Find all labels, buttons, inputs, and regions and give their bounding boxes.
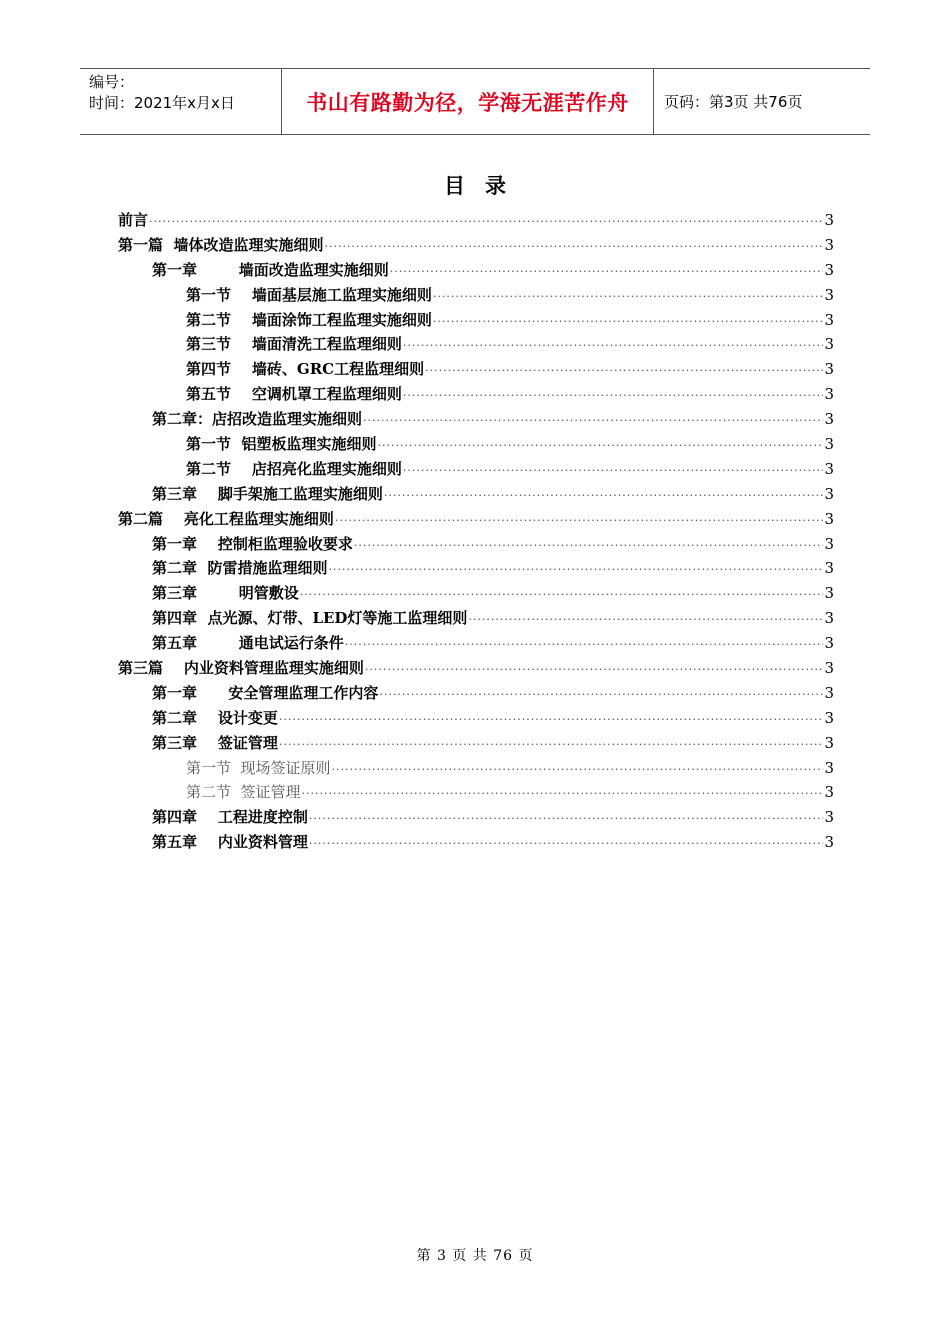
toc-leader-dots <box>425 359 823 384</box>
toc-entry[interactable] <box>118 407 834 432</box>
toc-entry-label: 前言 <box>118 211 149 229</box>
toc-entry[interactable] <box>118 258 834 283</box>
toc-leader-dots <box>332 758 824 783</box>
toc-entry[interactable] <box>118 681 834 706</box>
toc-entry-page: 3 <box>824 435 834 454</box>
toc-entry[interactable] <box>118 731 834 756</box>
toc-leader-dots <box>279 708 824 733</box>
toc-entry-page: 3 <box>824 634 834 653</box>
toc-entry[interactable] <box>118 532 834 557</box>
toc-entry-label: 第二节 墙面涂饰工程监理实施细则 <box>186 310 432 329</box>
toc-leader-dots <box>363 409 823 434</box>
toc-entry-page: 3 <box>824 683 834 702</box>
toc-entry[interactable] <box>118 756 834 781</box>
toc-entry[interactable] <box>118 457 834 482</box>
toc-entry-label: 第一节 铝塑板监理实施细则 <box>186 435 377 454</box>
toc-leader-dots <box>377 434 823 459</box>
toc-entry-page: 3 <box>824 335 834 354</box>
toc-entry-page: 3 <box>824 534 834 553</box>
toc-entry[interactable] <box>118 507 834 532</box>
toc-entry[interactable] <box>118 556 834 581</box>
toc-entry-page: 3 <box>824 808 834 827</box>
toc-title: 目录 <box>444 174 526 198</box>
toc-leader-dots <box>335 509 824 534</box>
toc-entry[interactable] <box>118 432 834 457</box>
toc-entry[interactable] <box>118 780 834 805</box>
toc-leader-dots <box>309 832 824 857</box>
toc-entry-label: 第三章 明管敷设 <box>152 584 299 603</box>
toc-entry[interactable] <box>118 706 834 731</box>
toc-entry[interactable] <box>118 308 834 333</box>
toc-entry[interactable] <box>118 382 834 407</box>
toc-entry-label: 第一节 墙面基层施工监理实施细则 <box>186 285 432 304</box>
toc-entry-label: 第一章 安全管理监理工作内容 <box>152 683 379 702</box>
toc-entry-label: 第二章：店招改造监理实施细则 <box>152 410 363 429</box>
toc-entry-page: 3 <box>824 659 834 678</box>
toc-entry[interactable] <box>118 656 834 681</box>
toc-entry[interactable] <box>118 631 834 656</box>
toc-entry-label: 第二篇 亮化工程监理实施细则 <box>118 509 334 528</box>
toc-leader-dots <box>433 285 824 310</box>
toc-leader-dots <box>354 534 824 559</box>
toc-leader-dots <box>302 782 824 807</box>
toc-entry-page: 3 <box>824 833 834 852</box>
toc-entry-label: 第二节 店招亮化监理实施细则 <box>186 459 402 478</box>
toc-leader-dots <box>309 807 824 832</box>
toc-entry-page: 3 <box>824 733 834 752</box>
toc-leader-dots <box>403 334 824 359</box>
page-header <box>80 68 870 135</box>
toc-entry-label: 第五节 空调机罩工程监理细则 <box>186 385 402 404</box>
toc-entry-label: 第三节 墙面清洗工程监理细则 <box>186 335 402 354</box>
toc-entry-page: 3 <box>824 708 834 727</box>
header-meta <box>80 69 282 134</box>
toc-entry-label: 第二章 防雷措施监理细则 <box>152 559 328 578</box>
toc-entry-page: 3 <box>824 310 834 329</box>
toc-entry-label: 第四节 墙砖、GRC工程监理细则 <box>186 360 425 379</box>
toc-entry-page: 3 <box>824 360 834 379</box>
toc-entry[interactable] <box>118 581 834 606</box>
toc-entry-label: 第一章 墙面改造监理实施细则 <box>152 260 389 279</box>
toc-entry-page: 3 <box>824 484 834 503</box>
toc-leader-dots <box>300 583 824 608</box>
toc-entry-page: 3 <box>824 509 834 528</box>
toc-entry-page: 3 <box>824 783 834 802</box>
toc-entry[interactable] <box>118 357 834 382</box>
toc-entry-page: 3 <box>824 758 834 777</box>
toc-entry-label: 第二节 签证管理 <box>186 783 301 802</box>
toc-leader-dots <box>379 683 823 708</box>
document-number-label: 编号： <box>89 73 135 91</box>
toc-entry[interactable] <box>118 233 834 258</box>
toc-entry-label: 第四章 工程进度控制 <box>152 808 308 827</box>
toc-entry-page: 3 <box>824 260 834 279</box>
toc-entry[interactable] <box>118 283 834 308</box>
toc-leader-dots <box>403 459 824 484</box>
toc-entry-page: 3 <box>824 559 834 578</box>
toc-entry-label: 第二章 设计变更 <box>152 708 278 727</box>
toc-leader-dots <box>468 608 823 633</box>
toc-entry-label: 第三章 签证管理 <box>152 733 278 752</box>
document-date: 时间：2021年x月x日 <box>89 94 235 112</box>
toc-entry[interactable] <box>118 606 834 631</box>
toc-entry[interactable] <box>118 830 834 855</box>
toc-entry[interactable] <box>118 482 834 507</box>
toc-leader-dots <box>433 310 824 335</box>
toc-entry-label: 第一章 控制柜监理验收要求 <box>152 534 353 553</box>
table-of-contents <box>118 208 834 855</box>
toc-leader-dots <box>365 658 824 683</box>
toc-entry-page: 3 <box>824 410 834 429</box>
toc-leader-dots <box>149 210 823 235</box>
toc-entry-page: 3 <box>824 211 834 229</box>
toc-leader-dots <box>403 384 824 409</box>
toc-entry-page: 3 <box>824 584 834 603</box>
toc-entry-label: 第一篇 墙体改造监理实施细则 <box>118 235 324 254</box>
toc-entry[interactable] <box>118 805 834 830</box>
toc-leader-dots <box>324 235 823 260</box>
toc-leader-dots <box>345 633 824 658</box>
toc-leader-dots <box>279 733 824 758</box>
toc-entry-page: 3 <box>824 235 834 254</box>
toc-entry-label: 第三篇 内业资料管理监理实施细则 <box>118 659 364 678</box>
toc-leader-dots <box>328 558 823 583</box>
toc-entry-label: 第四章 点光源、灯带、LED灯等施工监理细则 <box>152 609 468 628</box>
toc-leader-dots <box>390 260 824 285</box>
toc-entry-label: 第五章 通电试运行条件 <box>152 634 344 653</box>
page-footer: 第 3 页 共 76 页 <box>416 1248 534 1264</box>
toc-entry-page: 3 <box>824 385 834 404</box>
toc-entry-label: 第三章 脚手架施工监理实施细则 <box>152 484 383 503</box>
toc-entry-page: 3 <box>824 459 834 478</box>
toc-leader-dots <box>384 484 824 509</box>
toc-entry-page: 3 <box>824 285 834 304</box>
toc-entry-page: 3 <box>824 609 834 628</box>
toc-entry-label: 第五章 内业资料管理 <box>152 833 308 852</box>
toc-entry[interactable] <box>118 332 834 357</box>
toc-entry-label: 第一节 现场签证原则 <box>186 758 331 777</box>
toc-entry[interactable] <box>118 208 834 233</box>
header-page-info: 页码：第3页 共76页 <box>664 93 803 111</box>
header-motto: 书山有路勤为径，学海无涯苦作舟 <box>282 69 654 134</box>
